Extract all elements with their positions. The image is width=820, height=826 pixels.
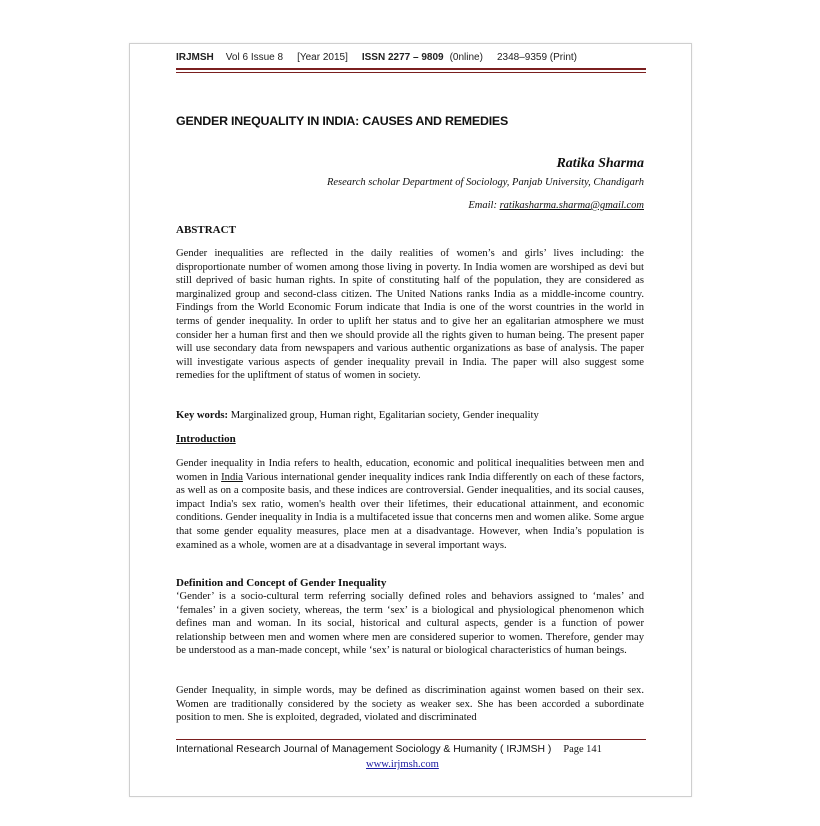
author-email [468, 200, 644, 211]
issn-print: 2348–9359 (Print) [496, 52, 578, 63]
keywords [176, 409, 644, 423]
header-rule-thick [176, 68, 646, 70]
issn-online: (0nline) [449, 52, 483, 63]
inequality-paragraph: Gender Inequality, in simple words, may be defined as discrimination against women based on their sex. Women are traditionally considered by the society as weaker sex. She has been accorded a subordinate position to men. She is exploited, degraded, violated and discriminated [176, 685, 644, 724]
intro-text-after: Various international gender inequality indices rank India differently on each of these factors, as well as on a composite basis, and these indices are controversial. Gender inequalities, and its social causes, impact India's sex ratio, women's health over their lifetimes, their educational attainment, and economic conditions. Gender inequality in India is a multifaceted issue that concerns men and women alike. Some argue that some gender equality measures, place men at a disadvantage. However, when India’s population is examined as a whole, women are at a disadvantage in several important ways. [176, 471, 644, 551]
website-link[interactable]: www.irjmsh.com [366, 759, 439, 770]
year: [Year 2015] [297, 52, 348, 63]
footer-journal: International Research Journal of Management Sociology & Humanity ( IRJMSH ) [176, 744, 552, 755]
paper-title: GENDER INEQUALITY IN INDIA: CAUSES AND REMEDIES [176, 114, 509, 128]
introduction-text [176, 457, 644, 552]
email-label: Email: [468, 200, 497, 211]
issn: ISSN 2277 – 9809 [361, 52, 444, 63]
volume-issue: Vol 6 Issue 8 [225, 52, 284, 63]
definition-heading: Definition and Concept of Gender Inequality [176, 577, 387, 589]
author-name: Ratika Sharma [556, 156, 644, 171]
footer [176, 744, 602, 755]
header-rule-thin [176, 72, 646, 73]
definition-text: ‘Gender’ is a socio-cultural term referring socially defined roles and behaviors assigned to ‘males’ and ‘females’ in a given society, whereas, the term ‘sex’ is a biological and physiological phenomenon which defines man and woman. In its social, historical and cultural aspects, gender is a function of power relationship between men and women where men are considered superior to women. Therefore, gender may be understood as a man-made concept, while ‘sex’ is natural or biological characteristics of human beings. [176, 591, 644, 657]
page-number: Page 141 [563, 744, 602, 755]
india-link[interactable]: India [221, 471, 243, 483]
email-link[interactable]: ratikasharma.sharma@gmail.com [499, 200, 644, 211]
keywords-label: Key words: [176, 410, 229, 421]
author-affiliation: Research scholar Department of Sociology, Panjab University, Chandigarh [326, 177, 644, 188]
abstract-text: Gender inequalities are reflected in the daily realities of women’s and girls’ lives including: the disproportionate number of women among those living in poverty. In India women are worshiped as devi but still deprived of basic human rights. In spite of constituting half of the population, they are considered as marginalized group and second-class citizen. The United Nations ranks India as a middle-income country. Findings from the World Economic Forum indicate that India is one of the worst countries in the world in terms of gender inequality. In order to uplift her status and to give her an egalitarian atmosphere we must consider her a human first and then we should provide all the rights given to human being. The present paper will use secondary data from newspapers and various authentic organizations as base of analysis. The paper will investigate various aspects of gender inequality prevail in India. The paper will also suggest some remedies for the upliftment of status of women in society. [176, 248, 644, 382]
footer-rule [176, 739, 646, 740]
journal-abbrev: IRJMSH [176, 52, 214, 63]
abstract-heading: ABSTRACT [176, 224, 236, 236]
keywords-text: Marginalized group, Human right, Egalitarian society, Gender inequality [228, 410, 539, 421]
introduction-heading: Introduction [176, 433, 236, 445]
intro-text-before: Gender inequality in India refers to health, education, economic and political inequalities between men and women in [176, 458, 644, 483]
running-header [176, 52, 646, 63]
